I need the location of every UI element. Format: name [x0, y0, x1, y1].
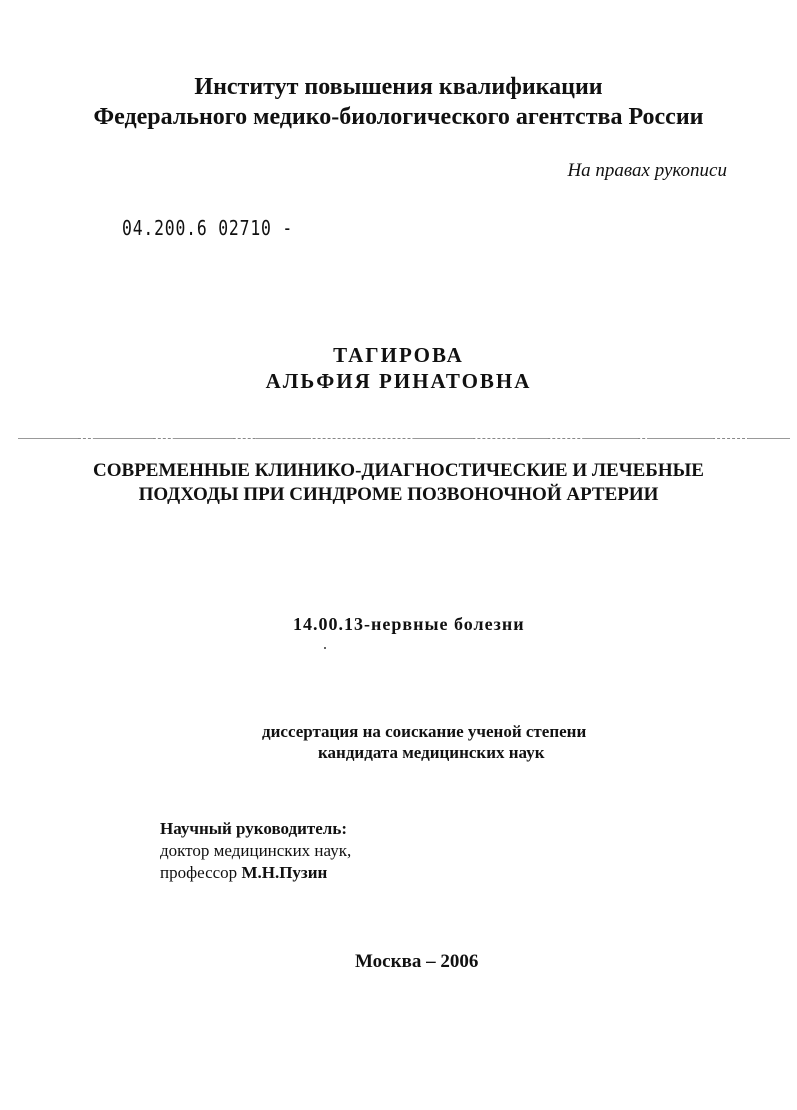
scan-divider-line	[18, 438, 790, 439]
supervisor-rank: профессор	[160, 863, 238, 882]
supervisor-block	[160, 818, 351, 884]
degree-line-1: диссертация на соискание ученой степени	[262, 722, 587, 741]
specialty-code: 14.00.13-нервные болезни	[293, 614, 525, 634]
library-stamp-number: 04.200.6 02710 -	[122, 216, 294, 240]
scan-speck	[324, 647, 326, 649]
supervisor-heading: Научный руководитель:	[160, 819, 347, 838]
author-given-names: АЛЬФИЯ РИНАТОВНА	[265, 369, 532, 393]
rights-note: На правах рукописи	[567, 160, 727, 181]
institute-title	[0, 72, 797, 132]
thesis-title	[0, 459, 797, 507]
degree-line-2: кандидата медицинских наук	[318, 743, 545, 762]
place-year: Москва – 2006	[355, 951, 479, 972]
thesis-title-line-2: ПОДХОДЫ ПРИ СИНДРОМЕ ПОЗВОНОЧНОЙ АРТЕРИИ	[138, 484, 659, 505]
author-surname: ТАГИРОВА	[333, 343, 464, 367]
supervisor-degree: доктор медицинских наук,	[160, 841, 352, 860]
author-name	[0, 342, 797, 394]
institute-line-1: Институт повышения квалификации	[194, 74, 603, 100]
thesis-title-line-1: СОВРЕМЕННЫЕ КЛИНИКО-ДИАГНОСТИЧЕСКИЕ И ЛЕЧЕБНЫЕ	[93, 460, 704, 481]
supervisor-rank-line	[160, 862, 351, 884]
supervisor-name: М.Н.Пузин	[241, 863, 328, 882]
institute-line-2: Федерального медико-биологического агентства России	[93, 104, 704, 130]
